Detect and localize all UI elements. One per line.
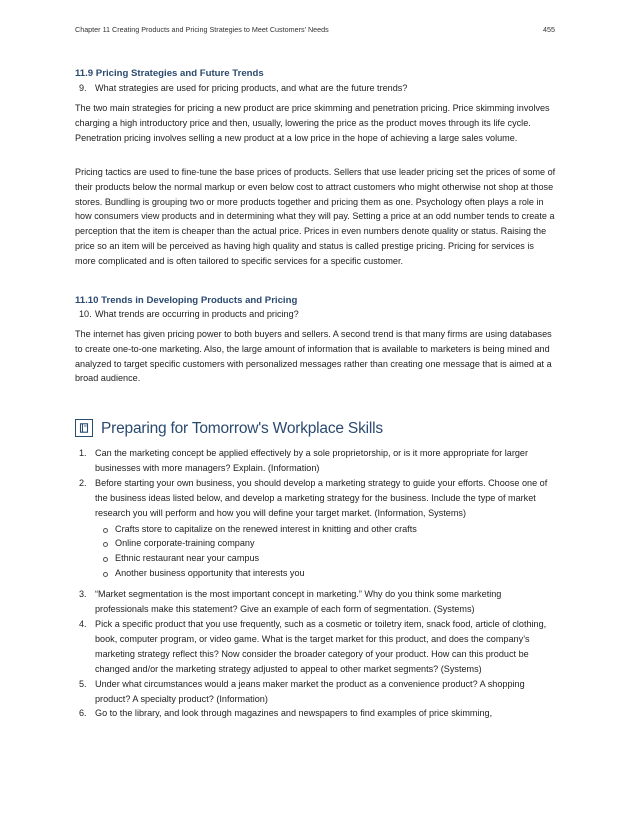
item-number: 4.	[79, 618, 87, 629]
item-text: Go to the library, and look through magazines and newspapers to find examples of price skimming,	[95, 708, 493, 719]
item-number: 1.	[79, 448, 87, 458]
list-item	[75, 587, 557, 617]
question-number: 9.	[79, 83, 87, 93]
list-item	[75, 677, 557, 707]
question-text: What trends are occurring in products and pricing?	[95, 309, 299, 319]
section-heading-11-9: 11.9 Pricing Strategies and Future Trends	[75, 68, 264, 79]
item-text: Pick a specific product that you use frequently, such as a cosmetic or toiletry item, snack food, article of clothing, book, computer program, or video game. What is the target market for this product, and does the company’s marketing strategy reflect this? Now consider the broader category of your product. How can this product be changed and/or the marketing strategy adjusted to appeal to other market segments? (Systems)	[95, 618, 547, 674]
question-number: 10.	[79, 309, 92, 319]
list-item	[75, 446, 557, 476]
business-ideas-list	[95, 522, 557, 582]
item-number: 6.	[79, 708, 87, 719]
list-item	[75, 617, 557, 677]
paragraph-pricing-tactics: Pricing tactics are used to fine-tune the base prices of products. Sellers that use leader pricing set the prices of some of their products below the normal markup or even below cost to attract customers who might otherwise not shop at those stores. Bundling is grouping two or more products together and pricing them as one. Psychology often plays a role in how consumers view products and in determining what they will pay. Setting a price at an odd number tends to create a perception that the item is cheaper than the actual price. Prices in even numbers denote quality or status. Raising the price so an item will be perceived as having high quality and status is called prestige pricing. Pricing for services is more complicated and is often tailored to specific services for a specific customer.	[75, 167, 556, 266]
page-number: 455	[543, 25, 555, 34]
workplace-skills-title: Preparing for Tomorrow's Workplace Skills	[101, 420, 383, 437]
sub-bullet: Crafts store to capitalize on the renewed interest in knitting and other crafts	[95, 522, 557, 537]
sub-bullet: Ethnic restaurant near your campus	[95, 551, 557, 566]
paragraph-trends: The internet has given pricing power to both buyers and sellers. A second trend is that many firms are using databases to create one-to-one marketing. Also, the large amount of information that is available to marketers is being mined and analyzed to target specific customers with personalized messages rather than creating one message that is aimed at a broad audience.	[75, 329, 552, 384]
paragraph-pricing-strategies: The two main strategies for pricing a new product are price skimming and penetration pricing. Price skimming involves charging a high introductory price and then, usually, lowering the price as the product moves through its life cycle. Penetration pricing involves selling a new product at a low price in the hope of achieving a large sales volume.	[75, 103, 550, 143]
item-number: 5.	[79, 678, 87, 689]
question-text: What strategies are used for pricing products, and what are the future trends?	[95, 83, 408, 93]
sub-bullet: Another business opportunity that interests you	[95, 566, 557, 581]
chapter-title: Chapter 11 Creating Products and Pricing Strategies to Meet Customers' Needs	[75, 25, 329, 34]
book-icon	[75, 419, 93, 437]
item-text: Under what circumstances would a jeans maker market the product as a convenience product? A shopping product? A specialty product? (Information)	[95, 678, 525, 704]
question-10	[79, 309, 557, 319]
question-9	[79, 83, 557, 93]
sub-bullet: Online corporate-training company	[95, 536, 557, 551]
item-text: Can the marketing concept be applied effectively by a sole proprietorship, or is it more appropriate for larger businesses with more managers? Explain. (Information)	[95, 448, 529, 473]
running-header	[75, 25, 555, 34]
section-heading-11-10: 11.10 Trends in Developing Products and Pricing	[75, 295, 298, 306]
list-item	[75, 476, 557, 581]
item-text: Before starting your own business, you should develop a marketing strategy to guide your efforts. Choose one of the business ideas listed below, and develop a marketing strategy for the business. Include the type of market research you will perform and how you will define your target market. (Information, Systems)	[95, 477, 548, 518]
item-number: 2.	[79, 477, 87, 488]
item-text: “Market segmentation is the most important concept in marketing.” Why do you think some marketing professionals make this statement? Give an example of each form of segmentation. (Systems)	[95, 589, 502, 615]
item-number: 3.	[79, 589, 87, 600]
list-item	[75, 706, 557, 721]
workplace-skills-list	[75, 446, 557, 721]
